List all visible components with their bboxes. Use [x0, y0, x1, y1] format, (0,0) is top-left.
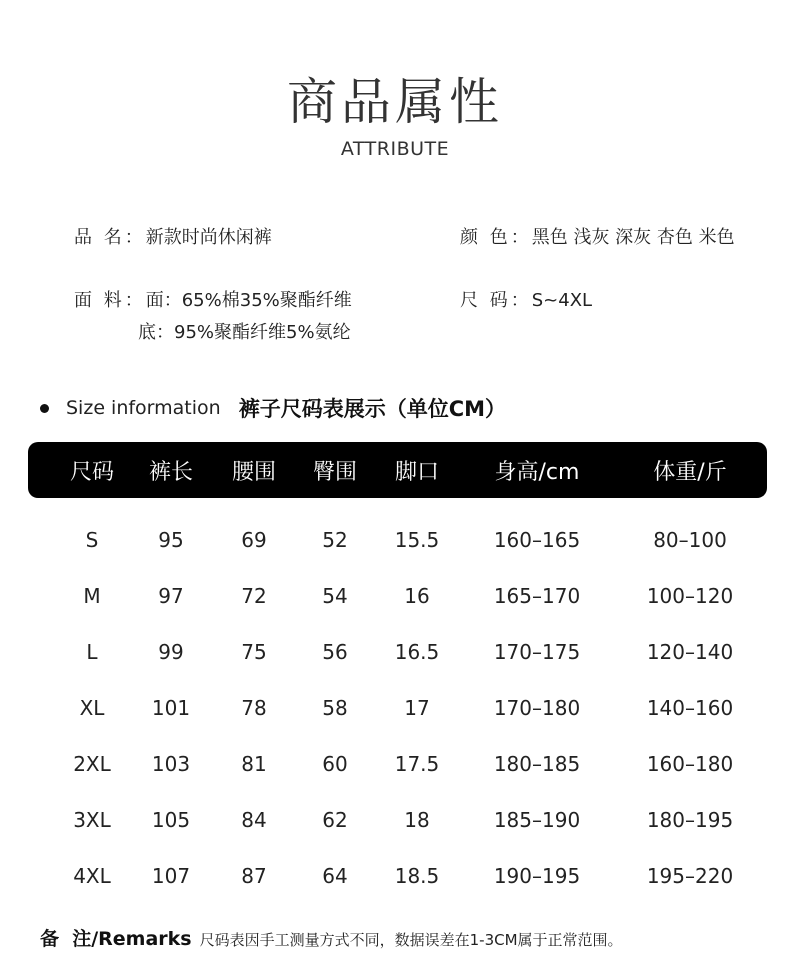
bullet-dot-icon: [40, 404, 49, 413]
table-header-cell: 体重/斤: [653, 460, 727, 485]
attr-size: [460, 286, 592, 312]
attr-name-label: 品 名：: [74, 227, 146, 248]
table-cell: 170–175: [493, 640, 581, 664]
table-cell: M: [83, 584, 101, 608]
table-cell: 120–140: [646, 640, 734, 664]
table-cell: 17.5: [394, 752, 440, 776]
attr-fabric-value-1: 面：65%棉35%聚酯纤维: [145, 290, 352, 311]
table-cell: 60: [322, 752, 348, 776]
table-cell: 195–220: [646, 864, 734, 888]
table-cell: 62: [322, 808, 348, 832]
table-cell: 87: [241, 864, 267, 888]
table-cell: 72: [241, 584, 267, 608]
page-subtitle: ATTRIBUTE: [340, 138, 450, 160]
table-cell: 80–100: [653, 528, 727, 552]
attr-color: [460, 223, 735, 249]
table-header-cell: 身高/cm: [494, 460, 580, 485]
table-cell: 64: [322, 864, 348, 888]
attr-fabric-value-2: 底：95%聚酯纤维5%氨纶: [138, 322, 351, 343]
attr-name: [74, 223, 272, 249]
table-cell: 75: [241, 640, 267, 664]
table-cell: 165–170: [493, 584, 581, 608]
table-cell: 140–160: [646, 696, 734, 720]
attr-fabric-line-2: [138, 318, 351, 344]
attr-color-label: 颜 色：: [460, 227, 532, 248]
table-cell: 180–195: [646, 808, 734, 832]
remarks: [40, 924, 623, 951]
table-cell: 18: [404, 808, 430, 832]
attr-fabric-label: 面 料：: [74, 290, 146, 311]
table-cell: 16.5: [394, 640, 440, 664]
table-header-cell: 裤长: [148, 460, 194, 485]
table-cell: 100–120: [646, 584, 734, 608]
table-cell: 105: [151, 808, 191, 832]
table-cell: S: [85, 528, 99, 552]
table-cell: 103: [151, 752, 191, 776]
table-cell: 16: [404, 584, 430, 608]
table-header-cell: 脚口: [394, 460, 440, 485]
table-cell: 58: [322, 696, 348, 720]
size-table-header: [28, 442, 767, 498]
table-cell: 170–180: [493, 696, 581, 720]
size-section-heading: [40, 393, 506, 423]
attr-name-value: 新款时尚休闲裤: [145, 227, 272, 248]
table-cell: 190–195: [493, 864, 581, 888]
attr-color-value: 黑色 浅灰 深灰 杏色 米色: [531, 227, 735, 248]
table-header-cell: 臀围: [312, 460, 358, 485]
table-cell: XL: [79, 696, 105, 720]
table-cell: L: [86, 640, 98, 664]
size-title-en: Size information: [66, 397, 221, 419]
table-cell: 97: [158, 584, 184, 608]
table-cell: 4XL: [73, 864, 111, 888]
table-cell: 99: [158, 640, 184, 664]
table-cell: 95: [158, 528, 184, 552]
size-title-cn: 裤子尺码表展示（单位CM）: [238, 397, 507, 421]
table-cell: 52: [322, 528, 348, 552]
table-cell: 81: [241, 752, 267, 776]
table-header-cell: 尺码: [69, 460, 115, 485]
attr-size-label: 尺 码：: [460, 290, 532, 311]
remarks-text: 尺码表因手工测量方式不同，数据误差在1-3CM属于正常范围。: [199, 931, 623, 949]
table-cell: 15.5: [394, 528, 440, 552]
page-title: 商品属性: [287, 73, 503, 131]
table-cell: 160–165: [493, 528, 581, 552]
table-cell: 107: [151, 864, 191, 888]
attr-size-value: S~4XL: [531, 290, 593, 311]
table-cell: 17: [404, 696, 430, 720]
table-cell: 84: [241, 808, 267, 832]
table-cell: 101: [151, 696, 191, 720]
table-cell: 160–180: [646, 752, 734, 776]
table-cell: 18.5: [394, 864, 440, 888]
table-cell: 78: [241, 696, 267, 720]
table-cell: 69: [241, 528, 267, 552]
table-cell: 185–190: [493, 808, 581, 832]
table-cell: 56: [322, 640, 348, 664]
table-cell: 2XL: [73, 752, 111, 776]
table-cell: 3XL: [73, 808, 111, 832]
table-header-cell: 腰围: [231, 460, 277, 485]
attr-fabric: [74, 286, 352, 312]
remarks-label: 备 注/Remarks: [40, 928, 192, 950]
table-cell: 180–185: [493, 752, 581, 776]
table-cell: 54: [322, 584, 348, 608]
